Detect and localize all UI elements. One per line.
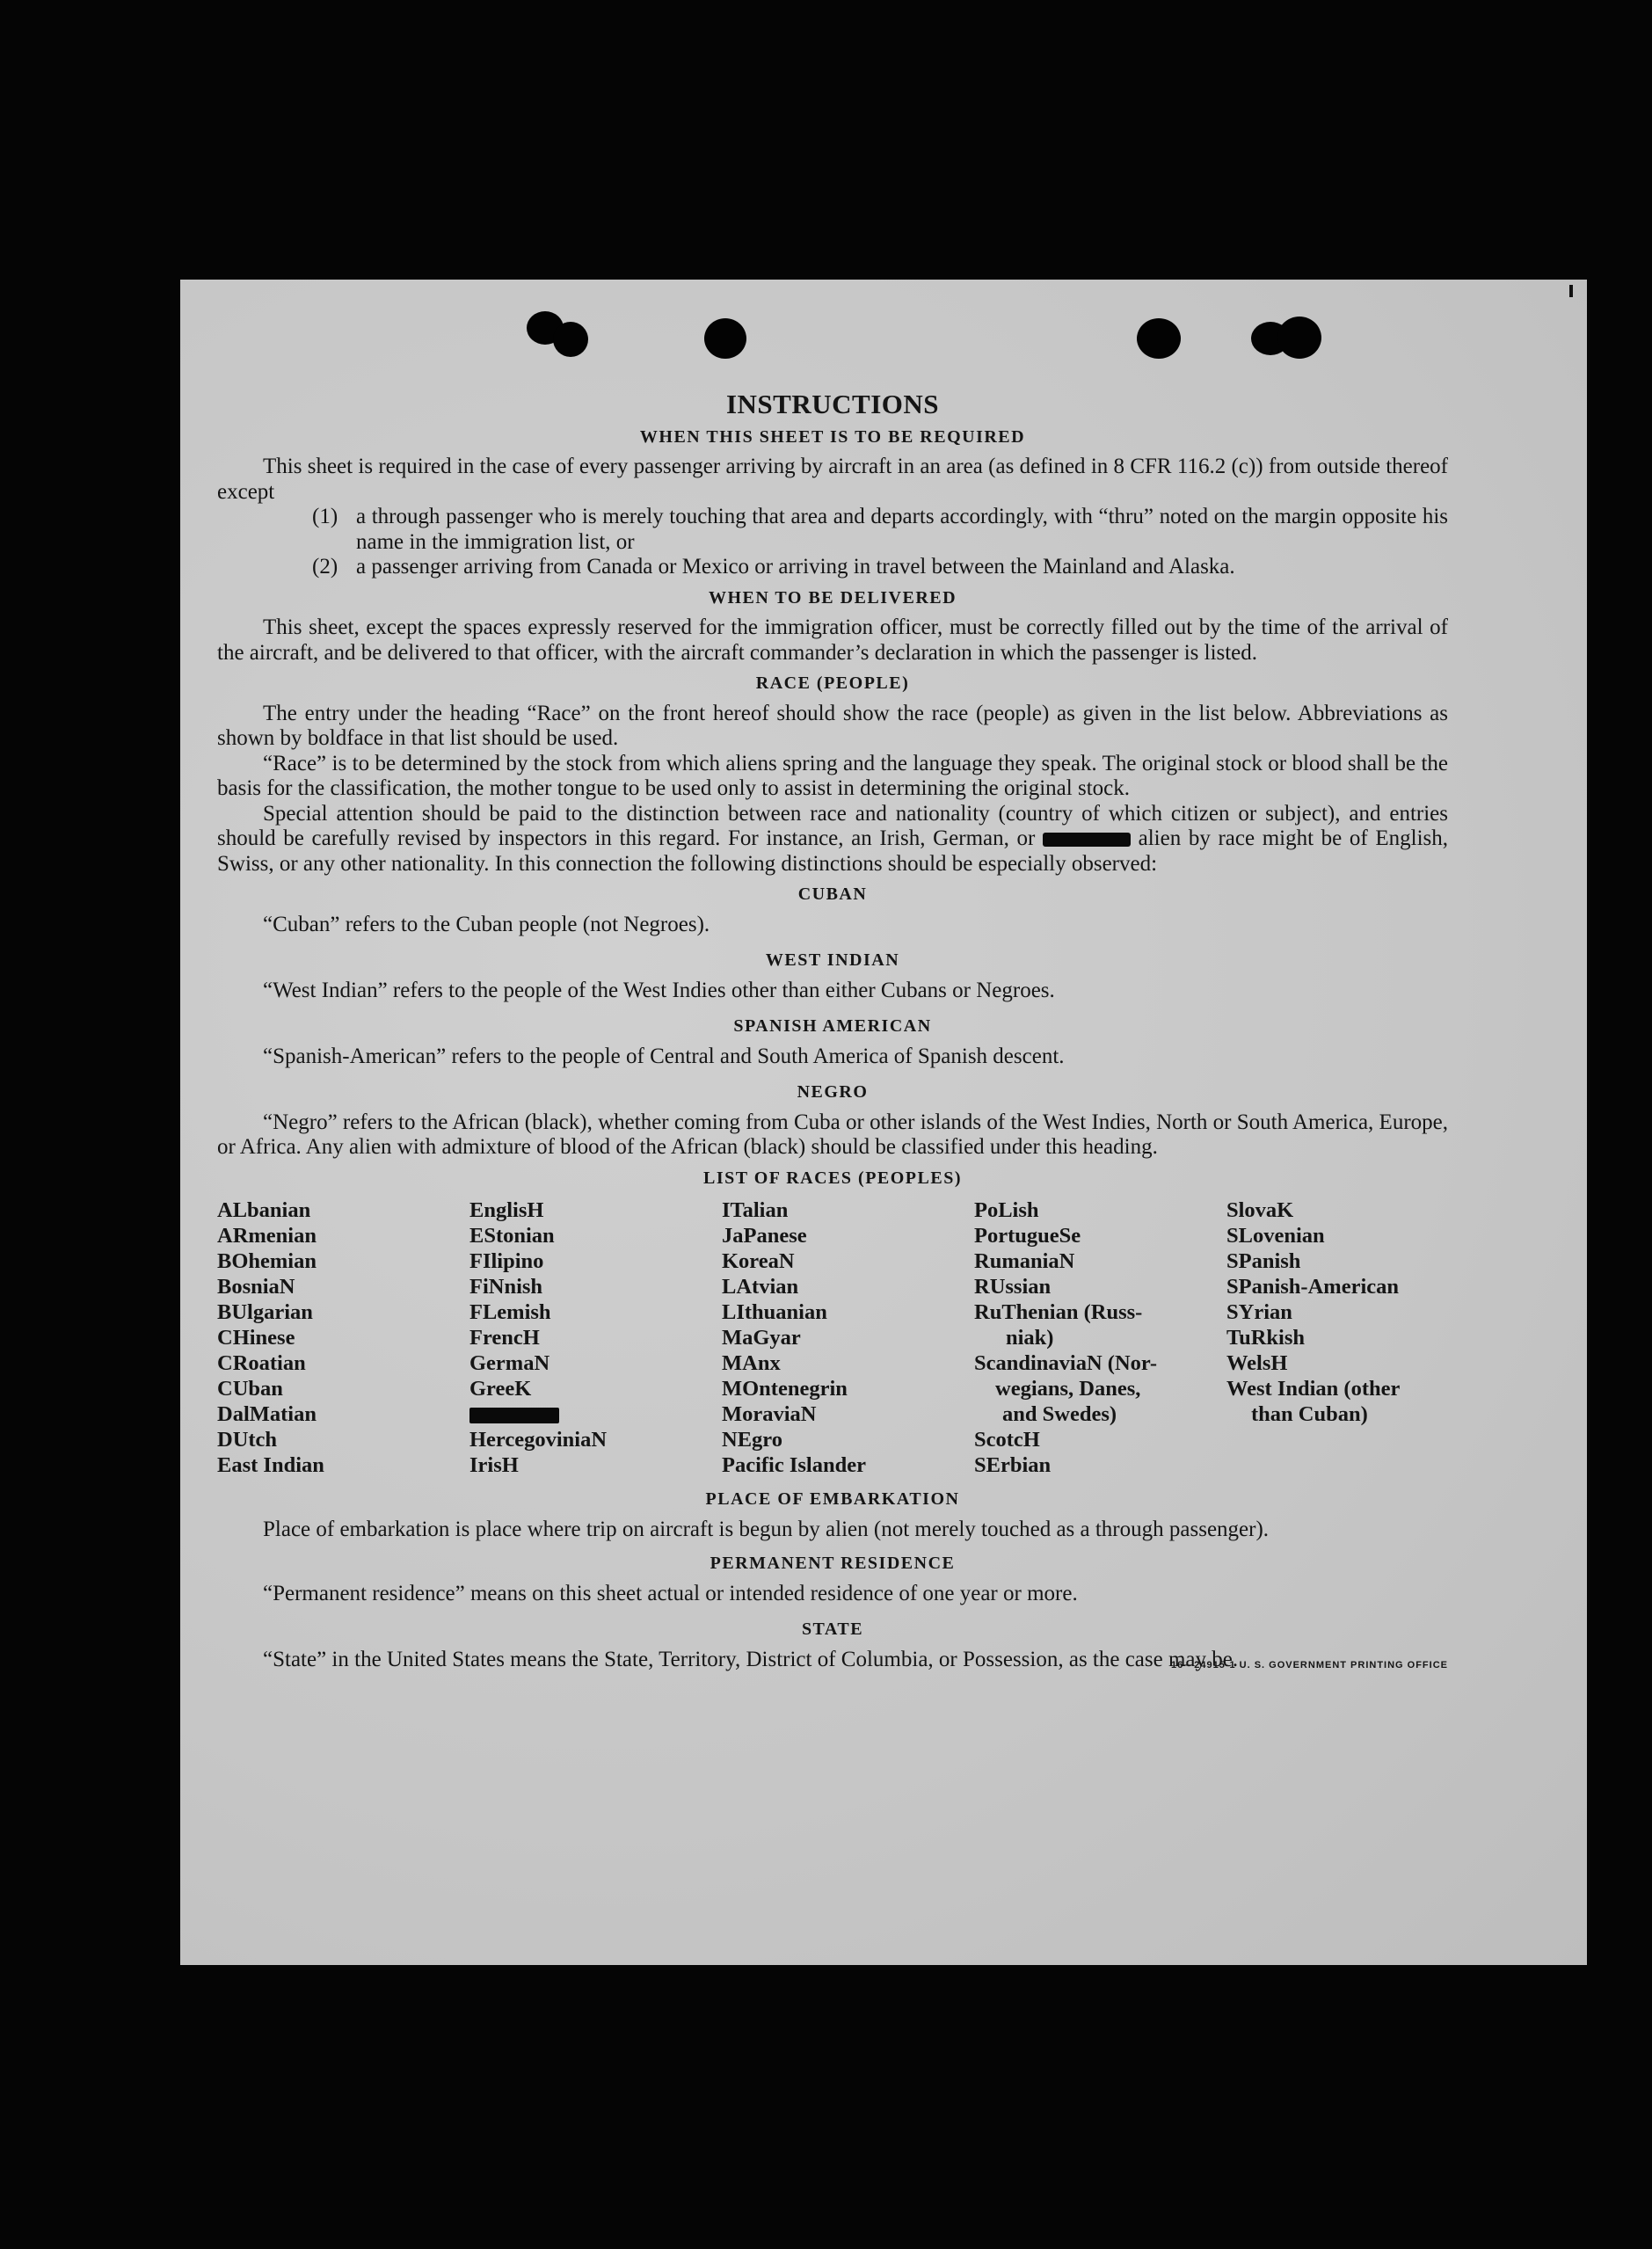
race-paragraph-3a: Special attention should be paid to the distinction between race and nationality (country of which citizen or subject), and entries should be carefully revised by inspectors in this regard. For instance, an Irish, German, or [217,801,1448,850]
race-entry: DalMatian [217,1402,317,1426]
section-heading-residence: PERMANENT RESIDENCE [710,1554,956,1573]
race-entry: niak) [1006,1326,1054,1350]
race-entry: ALbanian [217,1198,311,1222]
race-entry: BUlgarian [217,1300,313,1324]
race-entry: East Indian [217,1453,324,1477]
punch-hole [704,318,746,359]
section-heading-negro: NEGRO [797,1082,869,1102]
race-entry: MoraviaN [722,1402,817,1426]
race-entry: IrisH [469,1453,519,1477]
race-entry: SErbian [974,1453,1052,1477]
race-entry: and Swedes) [1002,1402,1117,1426]
race-entry: SPanish-American [1226,1275,1399,1299]
race-entry: BOhemian [217,1249,317,1273]
section-heading-list-of-races: LIST OF RACES (PEOPLES) [702,1168,962,1188]
embarkation-text: Place of embarkation is place where trip on aircraft is begun by alien (not merely touched as a through passenger). [263,1517,1270,1541]
residence-text: “Permanent residence” means on this sheet actual or intended residence of one year or more. [263,1581,1078,1605]
races-column [1226,1197,1448,1478]
race-paragraph-1: The entry under the heading “Race” on the front hereof should show the race (people) as given in the list below. Abbreviations as shown by boldface in that list should be used. [217,701,1448,750]
race-entry: EStonian [469,1224,555,1248]
race-entry: HercegoviniaN [469,1428,608,1452]
race-entry-redacted [469,1401,722,1427]
page-title: INSTRUCTIONS [725,389,939,419]
footer-row [217,1660,1448,1673]
section-heading-required: WHEN THIS SHEET IS TO BE REQUIRED [639,426,1026,447]
race-entry: GreeK [469,1377,532,1401]
list-item [312,505,1448,555]
item-text: a passenger arriving from Canada or Mexico or arriving in travel between the Mainland and Alaska. [356,555,1235,579]
negro-text: “Negro” refers to the African (black), whether coming from Cuba or other islands of the West Indies, North or South America, Europe, or Africa. Any alien with admixture of blood of the African (black) should be classified under this heading. [217,1110,1448,1159]
race-entry: DUtch [217,1428,278,1452]
race-entry: ScotcH [974,1428,1040,1452]
section-heading-cuban: CUBAN [797,884,868,904]
item-number: (1) [312,505,338,528]
race-entry: Pacific Islander [722,1453,866,1477]
race-entry: WelsH [1226,1351,1288,1375]
race-entry: RuThenian (Russ- [974,1300,1143,1324]
race-entry: BosniaN [217,1275,295,1299]
margin-mark [1569,285,1573,297]
race-entry: wegians, Danes, [995,1377,1141,1401]
race-entry: TuRkish [1226,1326,1306,1350]
race-entry: MaGyar [722,1326,801,1350]
races-column [217,1197,469,1478]
list-item [312,555,1448,580]
races-column [722,1197,974,1478]
state-text: “State” in the United States means the State, Territory, District of Columbia, or Possession, as the case may be. [263,1647,1239,1671]
race-entry: SPanish [1226,1249,1301,1273]
race-entry: than Cuban) [1251,1402,1368,1426]
race-entry: FLemish [469,1300,551,1324]
race-entry: PortugueSe [974,1224,1081,1248]
race-entry: CRoatian [217,1351,306,1375]
race-entry: RumaniaN [974,1249,1075,1273]
race-entry: EnglisH [469,1198,544,1222]
race-entry: ARmenian [217,1224,317,1248]
race-entry: SYrian [1226,1300,1292,1324]
punch-hole [1277,317,1321,359]
redaction-mark [1043,833,1131,847]
section-heading-delivered: WHEN TO BE DELIVERED [708,587,957,608]
race-entry: ScandinaviaN (Nor- [974,1351,1158,1375]
section-heading-spanish-american: SPANISH AMERICAN [733,1016,932,1036]
race-entry: West Indian (other [1226,1377,1401,1401]
race-entry: LAtvian [722,1275,799,1299]
race-entry: MOntenegrin [722,1377,848,1401]
printing-office-code: 16—24915-1 U. S. GOVERNMENT PRINTING OFFICE [1170,1660,1448,1670]
race-paragraph-3 [217,802,1448,877]
race-entry: PoLish [974,1198,1039,1222]
item-number: (2) [312,555,338,579]
cuban-text: “Cuban” refers to the Cuban people (not Negroes). [263,912,710,936]
race-entry: SLovenian [1226,1224,1325,1248]
races-table [217,1197,1448,1478]
race-paragraph-2: “Race” is to be determined by the stock from which aliens spring and the language they speak. The original stock or blood shall be the basis for the classification, the mother tongue to be used only to assist in determining the original stock. [217,751,1448,800]
punch-hole [1137,318,1181,359]
race-entry: FiNnish [469,1275,543,1299]
race-entry: NEgro [722,1428,782,1452]
race-entry: FrencH [469,1326,540,1350]
section-heading-west-indian: WEST INDIAN [765,950,900,970]
race-entry: JaPanese [722,1224,807,1248]
spanish-american-text: “Spanish-American” refers to the people of Central and South America of Spanish descent. [263,1044,1065,1068]
race-entry: RUssian [974,1275,1052,1299]
race-entry: KoreaN [722,1249,795,1273]
race-entry: FIlipino [469,1249,544,1273]
race-entry: SlovaK [1226,1198,1294,1222]
race-entry: MAnx [722,1351,781,1375]
race-entry: LIthuanian [722,1300,827,1324]
race-entry: CUban [217,1377,283,1401]
races-column [469,1197,722,1478]
required-intro: This sheet is required in the case of every passenger arriving by aircraft in an area (as defined in 8 CFR 116.2 (c)) from outside thereof except [217,455,1448,504]
redaction-mark [469,1408,559,1423]
race-entry: CHinese [217,1326,295,1350]
punch-hole [553,322,588,357]
race-paragraph-3b: alien by race might be of English, Swiss, or any other nationality. In this connection the following distinctions should be especially observed: [217,826,1449,876]
section-heading-state: STATE [801,1619,864,1639]
race-entry: GermaN [469,1351,550,1375]
instructions-body [217,389,1449,1673]
delivered-text: This sheet, except the spaces expressly reserved for the immigration officer, must be correctly filled out by the time of the arrival of the aircraft, and be delivered to that officer, with the aircraft commander’s declaration in which the passenger is listed. [217,615,1448,665]
item-text: a through passenger who is merely touching that area and departs accordingly, with “thru” noted on the margin opposite his name in the immigration list, or [356,505,1448,554]
races-column [974,1197,1226,1478]
section-heading-embarkation: PLACE OF EMBARKATION [705,1489,960,1509]
section-heading-race: RACE (PEOPLE) [755,673,910,693]
west-indian-text: “West Indian” refers to the people of the West Indies other than either Cubans or Negroes. [263,978,1055,1002]
race-entry: ITalian [722,1198,789,1222]
document-sheet [180,280,1587,1965]
